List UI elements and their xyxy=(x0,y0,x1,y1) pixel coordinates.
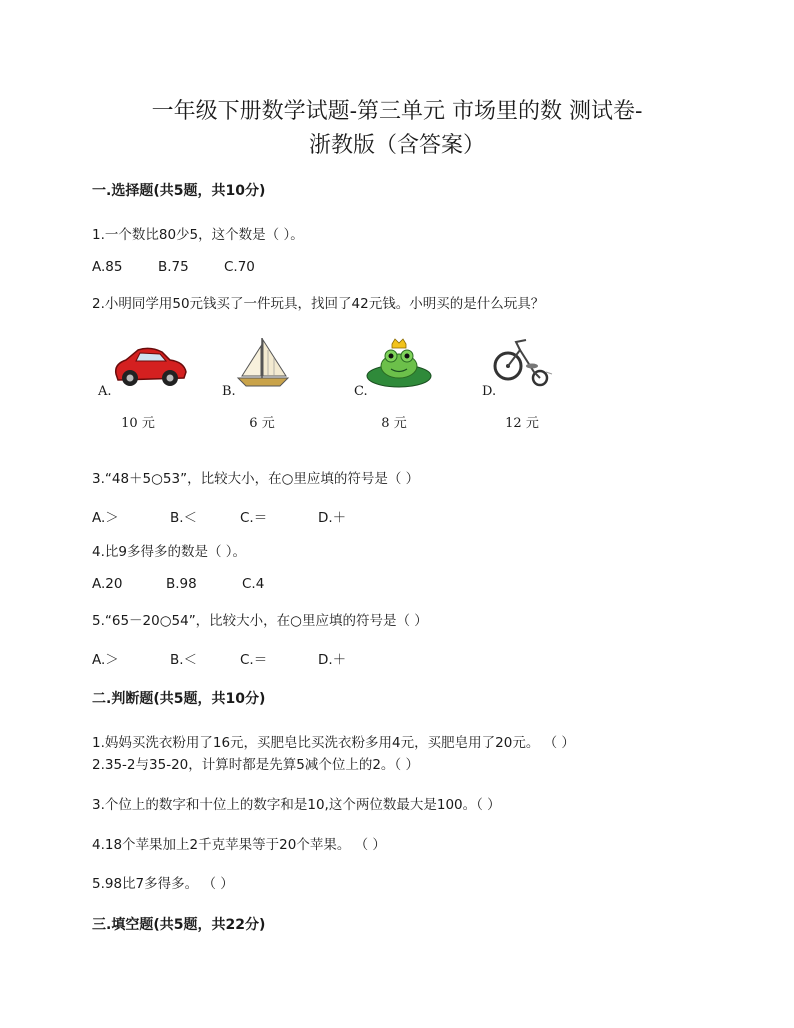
question-2-5: 5.98比7多得多。 （ ） xyxy=(92,876,234,892)
toy-options xyxy=(92,340,612,440)
section-heading-choice: 一.选择题(共5题，共10分) xyxy=(92,183,266,199)
option-c: C.＝ xyxy=(240,652,268,668)
toy-price-c: 8 元 xyxy=(381,416,407,431)
toy-letter-d: D. xyxy=(482,384,497,399)
question-1-5: 5.“65－20○54”，比较大小，在○里应填的符号是（ ） xyxy=(92,613,428,629)
sailboat-icon xyxy=(232,336,292,390)
option-a: A.20 xyxy=(92,576,123,592)
frog-icon xyxy=(364,336,434,390)
question-2-2: 2.35-2与35-20，计算时都是先算5减个位上的2。（ ） xyxy=(92,757,419,773)
question-1-4: 4.比9多得多的数是（ ）。 xyxy=(92,544,247,560)
option-a: A.＞ xyxy=(92,510,119,526)
option-d: D.＋ xyxy=(318,510,347,526)
question-1-4-options xyxy=(92,576,264,592)
question-1-3: 3.“48＋5○53”，比较大小，在○里应填的符号是（ ） xyxy=(92,471,420,487)
option-c: C.＝ xyxy=(240,510,268,526)
toy-letter-b: B. xyxy=(222,384,236,399)
option-b: B.75 xyxy=(158,259,189,275)
option-b: B.＜ xyxy=(170,652,198,668)
question-1-3-options xyxy=(92,506,346,526)
page-title-line1: 一年级下册数学试题-第三单元 市场里的数 测试卷- xyxy=(151,99,643,124)
option-a: A.＞ xyxy=(92,652,119,668)
question-2-1: 1.妈妈买洗衣粉用了16元，买肥皂比买洗衣粉多用4元，买肥皂用了20元。 （ ） xyxy=(92,735,575,751)
option-b: B.98 xyxy=(166,576,197,592)
question-2-4: 4.18个苹果加上2千克苹果等于20个苹果。 （ ） xyxy=(92,837,386,853)
toy-price-d: 12 元 xyxy=(505,416,539,431)
question-1-2: 2.小明同学用50元钱买了一件玩具，找回了42元钱。小明买的是什么玩具？ xyxy=(92,296,545,312)
toy-option-c xyxy=(348,340,468,440)
car-icon xyxy=(110,340,190,390)
toy-option-b xyxy=(216,340,336,440)
question-1-1-options xyxy=(92,259,255,275)
question-1-1: 1.一个数比80少5，这个数是（ ）。 xyxy=(92,227,304,243)
option-b: B.＜ xyxy=(170,510,198,526)
toy-option-d xyxy=(476,340,596,440)
toy-option-a xyxy=(92,340,212,440)
tricycle-icon xyxy=(490,336,554,390)
option-c: C.70 xyxy=(224,259,255,275)
option-a: A.85 xyxy=(92,259,123,275)
option-d: D.＋ xyxy=(318,652,347,668)
question-2-3: 3.个位上的数字和十位上的数字和是10,这个两位数最大是100。（ ） xyxy=(92,797,501,813)
toy-letter-a: A. xyxy=(98,384,112,399)
option-c: C.4 xyxy=(242,576,265,592)
page-title-line2: 浙教版（含答案） xyxy=(308,133,485,158)
toy-price-a: 10 元 xyxy=(121,416,155,431)
section-heading-fill: 三.填空题(共5题，共22分) xyxy=(92,917,266,933)
toy-price-b: 6 元 xyxy=(249,416,275,431)
toy-letter-c: C. xyxy=(354,384,368,399)
question-1-5-options xyxy=(92,648,346,668)
section-heading-judge: 二.判断题(共5题，共10分) xyxy=(92,691,266,707)
